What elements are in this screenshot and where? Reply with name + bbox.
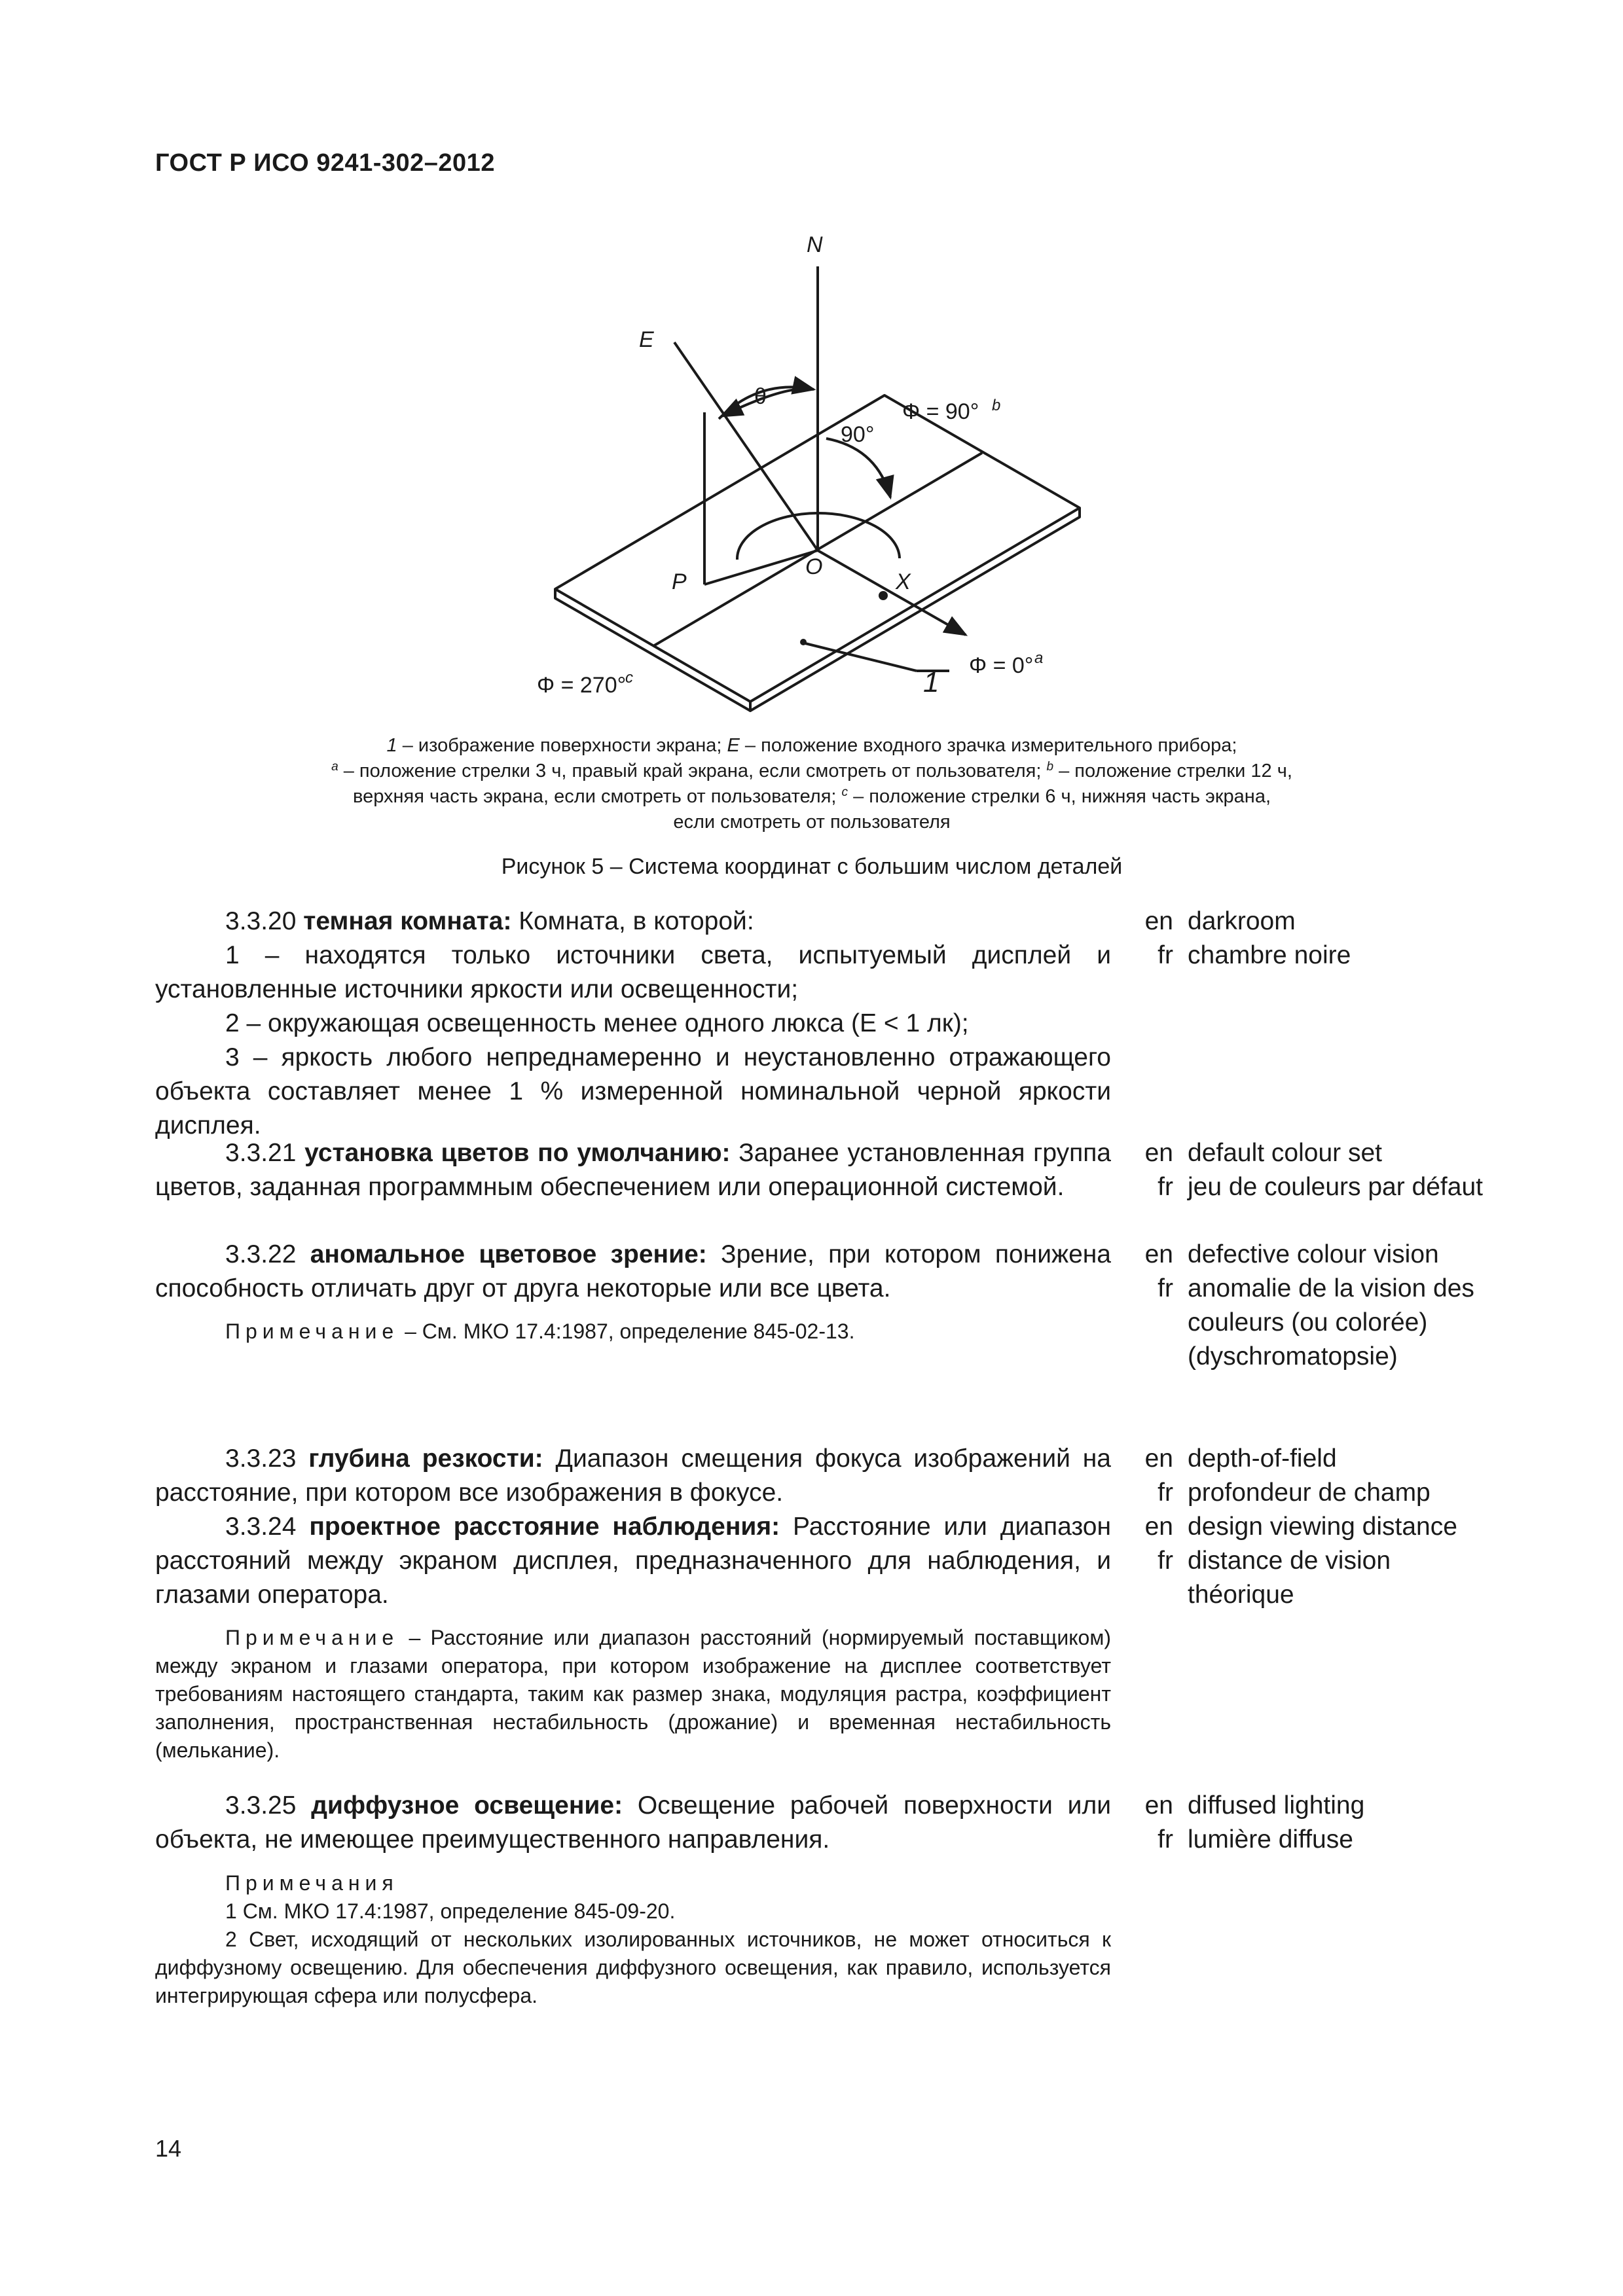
label-p: P <box>672 569 687 594</box>
label-1: 1 <box>923 666 939 698</box>
equivalents-3-3-21: en default colour set fr jeu de couleurs par défaut <box>1144 1139 1483 1201</box>
term-3-3-22: 3.3.22 аномальное цветовое зрение: Зрение, при котором понижена способность отличать друг от друга некоторые или все цвета. <box>155 1240 1111 1302</box>
label-e: E <box>639 327 654 352</box>
label-x: X <box>896 569 911 594</box>
label-phi270-sup: c <box>625 669 633 687</box>
figure-caption: Рисунок 5 – Система координат с большим числом деталей <box>501 854 1123 879</box>
term-3-3-25: 3.3.25 диффузное освещение: Освещение рабочей поверхности или объекта, не имеющее преимущественного направления. <box>155 1791 1112 1854</box>
term-3-3-21: 3.3.21 установка цветов по умолчанию: Заранее установленная группа цветов, заданная программным обеспечением или операционной системой. <box>155 1139 1112 1201</box>
label-phi90-sup: b <box>992 397 1001 414</box>
notes-3-3-25: Примечания 1 См. МКО 17.4:1987, определение 845-09-20. 2 Свет, исходящий от нескольких изолированных источников, не может относиться к диффузному освещению. Для обеспечения диффузного освещения, как правило, используется интегрирующая сфера или полусфера. <box>155 1871 1111 2007</box>
label-n: N <box>807 232 823 257</box>
note-3-3-22: Примечание – См. МКО 17.4:1987, определение 845-02-13. <box>225 1319 855 1343</box>
term-3-3-24: 3.3.24 проектное расстояние наблюдения: Расстояние или диапазон расстояний между экраном дисплея, предназначенного для наблюдения, и глазами оператора. <box>155 1513 1111 1609</box>
equivalents-3-3-25: en diffused lighting fr lumière diffuse <box>1144 1791 1365 1854</box>
figure-legend: 1 – изображение поверхности экрана; E – положение входного зрачка измерительного прибора; $^a$ – положение стрелки 3 ч, правый край экрана, если смотреть от пользователя; $^b$ – положение стрелки 12 ч, верхняя часть экрана, если смотреть от пользователя; $^c$ – положение стрелки 6 ч, нижняя часть экрана, если смотреть от пользователя <box>331 735 1292 833</box>
page-number: 14 <box>155 2135 182 2162</box>
equivalents-3-3-24: en design viewing distance fr distance de vision théorique <box>1144 1513 1457 1609</box>
label-phi90: Φ = 90° <box>902 399 979 424</box>
note-3-3-24: Примечание – Расстояние или диапазон расстояний (нормируемый поставщиком) между экраном и глазами оператора, при котором изображение на дисплее соответствует требованиям настоящего стандарта, таким как размер знака, модуляция растра, коэффициент заполнения, пространственная нестабильность (дрожание) и временная нестабильность (мелькание). <box>155 1626 1111 1762</box>
equivalents-3-3-20: en darkroom fr chambre noire <box>1144 907 1351 969</box>
label-phi270: Φ = 270° <box>537 673 627 698</box>
label-phi0-sup: a <box>1034 649 1044 667</box>
label-90: 90° <box>841 422 875 447</box>
term-3-3-23: 3.3.23 глубина резкости: Диапазон смещения фокуса изображений на расстояние, при котором все изображения в фокусе. <box>155 1444 1111 1507</box>
label-o: O <box>805 554 823 579</box>
equivalents-3-3-22: en defective colour vision fr anomalie de la vision des couleurs (ou colorée) (dyschromatopsie) <box>1144 1240 1474 1371</box>
label-phi0: Φ = 0° <box>969 653 1034 678</box>
equivalents-3-3-23: en depth-of-field fr profondeur de champ <box>1144 1444 1431 1507</box>
document-header: ГОСТ Р ИСО 9241-302–2012 <box>155 149 495 177</box>
label-theta: θ <box>754 384 767 409</box>
coordinate-system-diagram <box>511 223 1100 733</box>
term-3-3-20: 3.3.20 темная комната: Комната, в которой: 1 – находятся только источники света, испытуемый дисплей и установленные источники яркости или освещенности; 2 – окружающая освещенность менее одного люкса (E < 1 лк); 3 – яркость любого непреднамеренно и неустановленно отражающего объекта составляет менее 1 % измеренной номинальной черной яркости дисплея. <box>155 907 1111 1139</box>
